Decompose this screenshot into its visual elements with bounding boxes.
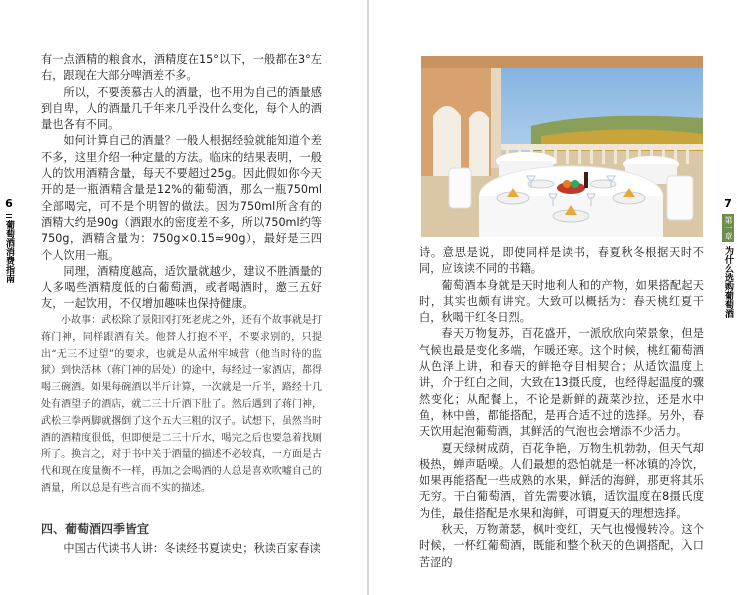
right-side-tab — [721, 197, 735, 318]
restaurant-terrace-photo — [421, 56, 703, 237]
divider — [6, 214, 12, 215]
left-side-tab — [2, 197, 16, 283]
story-box: 小故事：武松除了景阳冈打死老虎之外，还有个故事就是打蒋门神，同样跟酒有关。他替人打抱不平，不要求别的，只提出“无三不过望”的要求，也就是从孟州牢城营（他当时待的监狱）到快活林（蒋门神的居处）的途中，每经过一家酒店，都得喝三碗酒。如果每碗酒以半斤计算，一次就是一斤半，路经十几处有酒望子的酒店，就二三十斤酒下肚了。然后遇到了蒋门神，武松三拳两脚就撂倒了这个五大三粗的汉子。试想下，虽然当时酒的酒精度很低，但即便是二三十斤水，喝完之后也要急着找厕所了。换言之，对于书中关于酒量的描述不必较真，一方面是古代和现在度量衡不一样，再加之会喝酒的人总是喜欢吹嘘自己的酒量，所以总是有些言而不实的描述。 — [41, 315, 322, 494]
body-text — [41, 52, 322, 313]
paragraph: 所以，不要羡慕古人的酒量，也不用为自己的酒量感到自卑，人的酒量几千年来几乎没什么变化，每个人的酒量也各有不同。 — [41, 85, 322, 132]
chapter-title: 为什么选购葡萄酒 — [723, 246, 733, 318]
divider — [6, 217, 12, 218]
paragraph: 秋天，万物萧瑟，枫叶变红，天气也慢慢转冷。这个时候，一杯红葡萄酒，既能和整个秋天的色调搭配，入口苦涩的 — [419, 523, 704, 569]
paragraph: 春天万物复苏，百花盛开，一派欣欣向荣景象，但是气候也最是变化多端，乍暖还寒。这个时候，桃红葡萄酒从色泽上讲，和春天的鲜艳夺目相契合；从适饮温度上讲，介于红白之间，大致在13摄氏度，也经得起温度的骤然变化；从配餐上，不论是新鲜的蔬菜沙拉，还是水中鱼，林中兽，都能搭配，是再合适不过的选择。另外，春天饮用起泡葡萄酒，其鲜活的气泡也会增添不少活力。 — [419, 327, 704, 439]
page-number: 7 — [724, 197, 732, 210]
chapter-badge: 第一章 — [724, 216, 733, 240]
paragraph: 诗。意思是说，即使同样是读书，春夏秋冬根据天时不同，应该读不同的书籍。 — [419, 246, 704, 276]
right-page — [369, 0, 737, 595]
paragraph: 同理，酒精度越高，适饮量就越少，建议不胜酒量的人多喝些酒精度低的白葡萄酒，或者喝酒时，邀三五好友，一起饮用，不仅增加趣味也保持健康。 — [41, 264, 322, 311]
left-page — [0, 0, 368, 595]
paragraph: 如何计算自己的酒量？一般人根据经验就能知道个差不多，这里介绍一种定量的方法。临床的结果表明，一般人的饮用酒精含量，每天不要超过25g。因此假如你今天开的是一瓶酒精含量是12%的葡萄酒，那么一瓶750ml全部喝完，可不是个明智的做法。因为750ml所含有的酒精大约是90g（酒跟水的密度差不多，所以750ml约等750g，酒精含量为：750g×0.15≈90g），最好是三四个人饮用一瓶。 — [41, 134, 322, 262]
paragraph: 葡萄酒本身就是天时地利人和的产物，如果搭配起天时，其实也颇有讲究。大致可以概括为：春天桃红夏干白，秋喝干红冬日烈。 — [419, 278, 704, 325]
page-number: 6 — [5, 197, 13, 210]
paragraph: 中国古代读书人讲：冬读经书夏读史；秋读百家春读 — [63, 542, 321, 555]
book-title: 葡萄酒消费指南 — [4, 220, 14, 283]
section-title: 四、葡萄酒四季皆宜 — [41, 522, 150, 536]
body-text — [419, 245, 704, 571]
paragraph: 有一点酒精的粮食水，酒精度在15°以下，一般都在3°左右，跟现在大部分啤酒差不多。 — [41, 53, 322, 83]
paragraph: 夏天绿树成荫，百花争艳，万物生机勃勃，但天气却极热，蝉声聒噪。人们最想的恐怕就是一杯冰镇的冷饮，如果再能搭配一些成熟的水果，鲜活的海鲜，那更将其乐无穷。干白葡萄酒，首先需要冰镇，适饮温度在8摄氏度为佳，最佳搭配是水果和海鲜，可谓夏天的理想选择。 — [419, 441, 704, 520]
